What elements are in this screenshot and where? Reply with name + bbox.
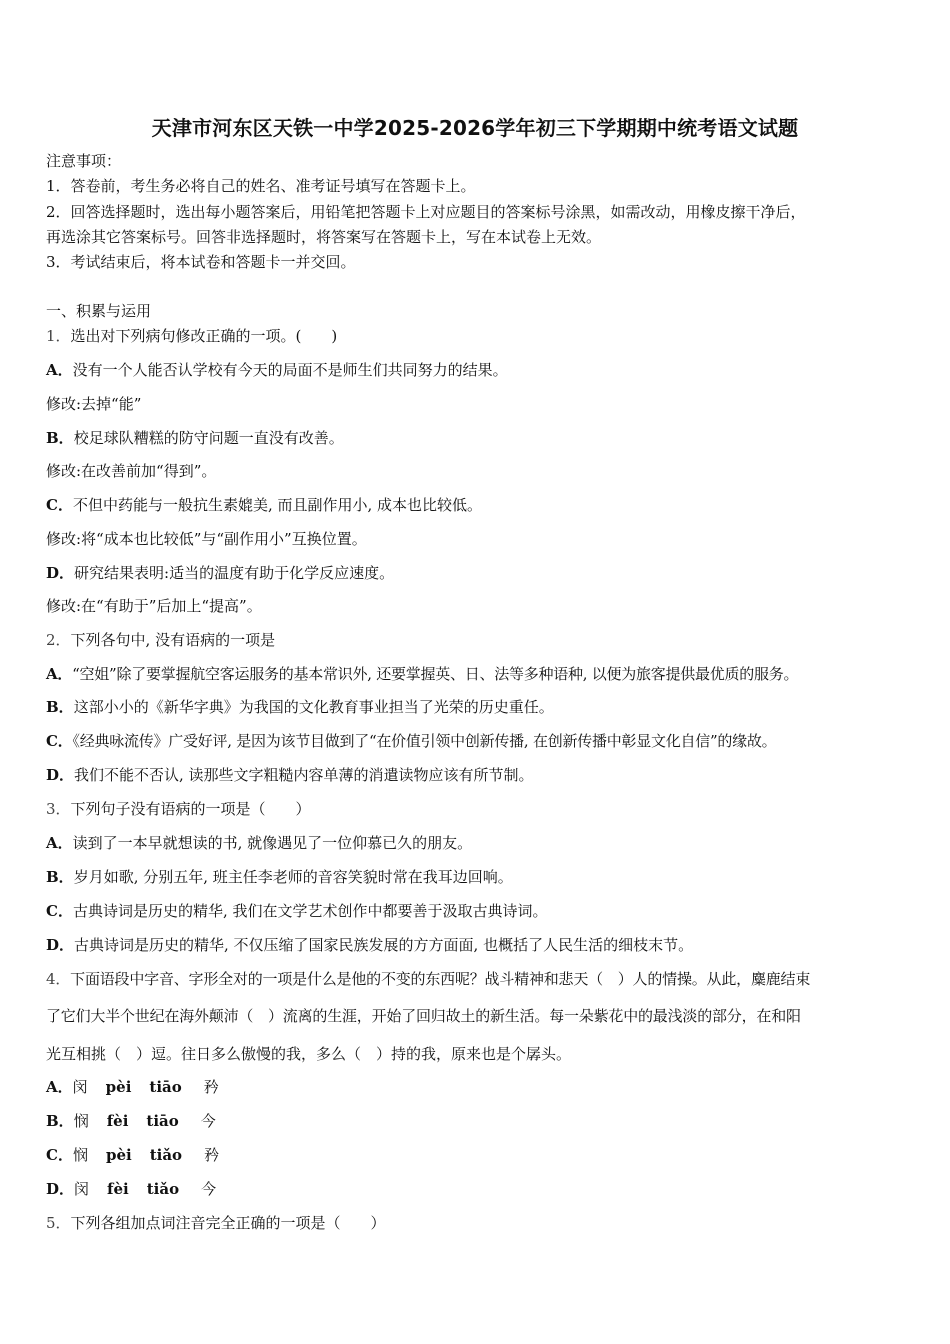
option-d xyxy=(46,765,910,785)
question-stem: 下列句子没有语病的一项是（ ） xyxy=(70,800,311,818)
option-pinyin: tiǎo xyxy=(149,1146,183,1164)
notice-item: 2．回答选择题时，选出每小题答案后，用铅笔把答题卡上对应题目的答案标号涂黑，如需改动，用橡皮擦干净后， xyxy=(46,203,806,221)
question-number: 3． xyxy=(46,800,71,818)
option-label: A． xyxy=(46,665,73,683)
question-stem-cont: 了它们大半个世纪在海外颠沛（ ）流离的生涯，开始了回归故土的新生活。每一朵紫花中的最浅淡的部分，在和阳 xyxy=(46,1007,801,1025)
option-c xyxy=(46,495,910,515)
option-label: B． xyxy=(46,698,74,716)
option-char: 矜 xyxy=(204,1146,220,1164)
option-char: 今 xyxy=(200,1112,216,1130)
option-b xyxy=(46,867,910,887)
option-text: 研究结果表明:适当的温度有助于化学反应速度。 xyxy=(74,564,395,582)
option-a xyxy=(46,664,910,684)
option-pinyin: fèi xyxy=(106,1112,129,1130)
notice-item: 1．答卷前，考生务必将自己的姓名、准考证号填写在答题卡上。 xyxy=(46,177,476,195)
question-5 xyxy=(46,1213,910,1233)
option-c xyxy=(46,901,910,921)
option-text: 读到了一本早就想读的书, 就像遇见了一位仰慕已久的朋友。 xyxy=(72,834,473,852)
option-char: 今 xyxy=(201,1180,217,1198)
option-label: C． xyxy=(46,1146,73,1164)
option-pinyin: tiǎo xyxy=(146,1180,180,1198)
option-c xyxy=(46,731,910,751)
option-label: B． xyxy=(46,429,74,447)
option-c xyxy=(46,1145,910,1165)
option-char: 闵 xyxy=(72,1078,88,1096)
option-pinyin: pèi xyxy=(105,1078,132,1096)
option-fix: 修改:去掉“能” xyxy=(46,395,142,413)
question-stem: 下列各句中, 没有语病的一项是 xyxy=(70,631,276,649)
option-label: D． xyxy=(46,1180,75,1198)
option-b xyxy=(46,1111,910,1131)
option-char: 悯 xyxy=(72,1146,88,1164)
option-text: 校足球队糟糕的防守问题一直没有改善。 xyxy=(73,429,344,447)
option-text: 岁月如歌, 分别五年, 班主任李老师的音容笑貌时常在我耳边回响。 xyxy=(73,868,513,886)
option-text: 我们不能不否认, 读那些文字粗糙内容单薄的消遣读物应该有所节制。 xyxy=(74,766,534,784)
question-2 xyxy=(46,630,910,650)
question-number: 4． xyxy=(46,970,71,988)
option-d xyxy=(46,563,910,583)
option-label: A． xyxy=(46,361,73,379)
option-label: C． xyxy=(46,496,73,514)
notice-heading: 注意事项： xyxy=(46,152,122,170)
option-pinyin: tiāo xyxy=(146,1112,179,1130)
option-text: 古典诗词是历史的精华, 我们在文学艺术创作中都要善于汲取古典诗词。 xyxy=(72,902,548,920)
question-1 xyxy=(46,326,910,346)
section-heading: 一、积累与运用 xyxy=(46,302,152,320)
question-stem: 下面语段中字音、字形全对的一项是什么是他的不变的东西呢？战斗精神和悲天（ ）人的情操。从此，麋鹿结束 xyxy=(70,970,811,988)
option-label: B． xyxy=(46,1112,74,1130)
option-char: 矜 xyxy=(203,1078,219,1096)
option-label: C． xyxy=(46,732,73,750)
option-a xyxy=(46,1077,910,1097)
option-label: B． xyxy=(46,868,74,886)
option-label: D． xyxy=(46,936,75,954)
option-a xyxy=(46,360,910,380)
option-fix: 修改:将“成本也比较低”与“副作用小”互换位置。 xyxy=(46,530,367,548)
notice-item: 再选涂其它答案标号。回答非选择题时，将答案写在答题卡上，写在本试卷上无效。 xyxy=(46,228,602,246)
option-text: 没有一个人能否认学校有今天的局面不是师生们共同努力的结果。 xyxy=(72,361,508,379)
option-label: A． xyxy=(46,834,73,852)
option-pinyin: tiāo xyxy=(149,1078,182,1096)
option-d xyxy=(46,1179,910,1199)
option-label: A． xyxy=(46,1078,73,1096)
option-text: “空姐”除了要掌握航空客运服务的基本常识外, 还要掌握英、日、法等多种语种, 以便为旅客提供最优质的服务。 xyxy=(72,665,799,683)
question-stem: 选出对下列病句修改正确的一项。( ) xyxy=(70,327,338,345)
notice-item: 3．考试结束后，将本试卷和答题卡一并交回。 xyxy=(46,253,356,271)
option-text: 这部小小的《新华字典》为我国的文化教育事业担当了光荣的历史重任。 xyxy=(73,698,554,716)
option-text: 不但中药能与一般抗生素媲美, 而且副作用小, 成本也比较低。 xyxy=(72,496,483,514)
option-a xyxy=(46,833,910,853)
option-fix: 修改:在改善前加“得到”。 xyxy=(46,462,217,480)
option-d xyxy=(46,935,910,955)
question-number: 1． xyxy=(46,327,71,345)
option-char: 悯 xyxy=(73,1112,89,1130)
option-text: 《经典咏流传》广受好评, 是因为该节目做到了“在价值引领中创新传播, 在创新传播中彰显文化自信”的缘故。 xyxy=(72,732,777,750)
option-label: C． xyxy=(46,902,73,920)
option-pinyin: pèi xyxy=(105,1146,132,1164)
exam-title: 天津市河东区天铁一中学2025-2026学年初三下学期期中统考语文试题 xyxy=(151,116,799,140)
question-3 xyxy=(46,799,910,819)
question-number: 5． xyxy=(46,1214,71,1232)
option-char: 闵 xyxy=(74,1180,90,1198)
option-b xyxy=(46,428,910,448)
option-text: 古典诗词是历史的精华, 不仅压缩了国家民族发展的方方面面, 也概括了人民生活的细枝末节。 xyxy=(74,936,694,954)
question-stem-cont: 光互相挑（ ）逗。往日多么傲慢的我，多么（ ）持的我，原来也是个孱头。 xyxy=(46,1045,572,1063)
question-4 xyxy=(46,969,910,989)
question-stem: 下列各组加点词注音完全正确的一项是（ ） xyxy=(70,1214,386,1232)
option-label: D． xyxy=(46,564,75,582)
option-label: D． xyxy=(46,766,75,784)
option-fix: 修改:在“有助于”后加上“提高”。 xyxy=(46,597,262,615)
option-b xyxy=(46,697,910,717)
question-number: 2． xyxy=(46,631,71,649)
option-pinyin: fèi xyxy=(107,1180,129,1198)
